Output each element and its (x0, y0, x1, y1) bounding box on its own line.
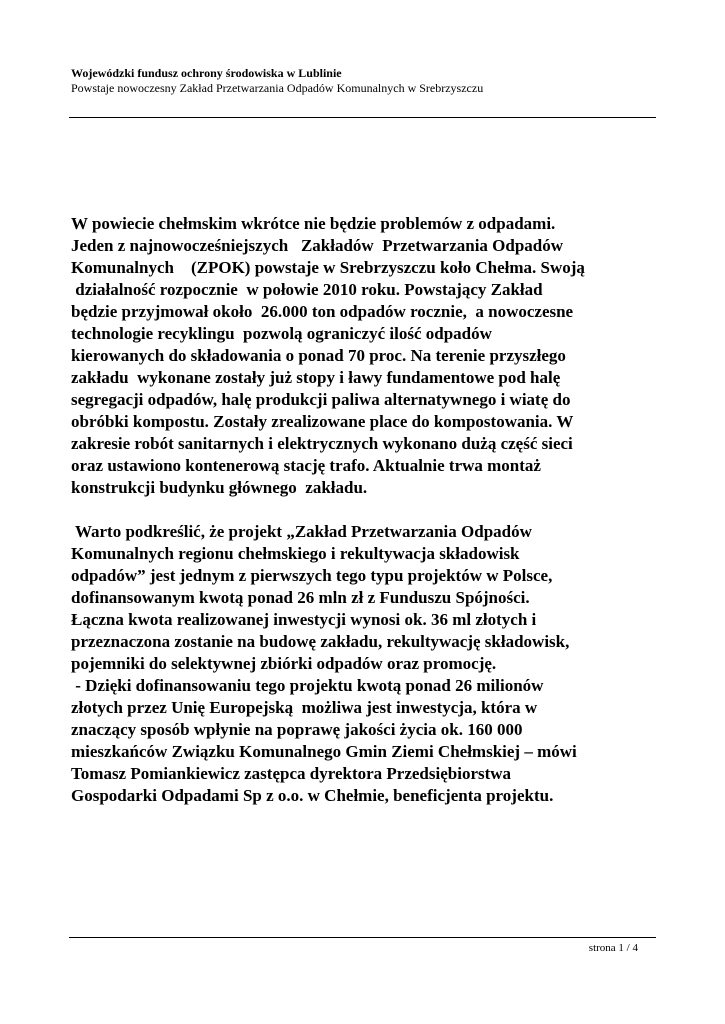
page-header (71, 66, 661, 96)
text-line: złotych przez Unię Europejską możliwa jest inwestycja, która w (71, 698, 538, 717)
text-line: zakresie robót sanitarnych i elektrycznych wykonano dużą część sieci (71, 434, 573, 453)
text-line: odpadów” jest jednym z pierwszych tego typu projektów w Polsce, (71, 566, 553, 585)
header-subtitle: Powstaje nowoczesny Zakład Przetwarzania Odpadów Komunalnych w Srebrzyszczu (71, 81, 484, 95)
text-line: Komunalnych regionu chełmskiego i rekultywacja składowisk (71, 544, 520, 563)
text-line: działalność rozpocznie w połowie 2010 roku. Powstający Zakład (71, 280, 543, 299)
text-line: konstrukcji budynku głównego zakładu. (71, 478, 368, 497)
text-line: pojemniki do selektywnej zbiórki odpadów oraz promocję. (71, 654, 497, 673)
text-line: technologie recyklingu pozwolą ograniczyć ilość odpadów (71, 324, 492, 343)
text-line: Gospodarki Odpadami Sp z o.o. w Chełmie, beneficjenta projektu. (71, 786, 554, 805)
header-divider (69, 117, 656, 118)
text-line: mieszkańców Związku Komunalnego Gmin Ziemi Chełmskiej – mówi (71, 742, 577, 761)
paragraph-2 (71, 521, 661, 807)
header-title: Wojewódzki fundusz ochrony środowiska w Lublinie (71, 66, 342, 80)
text-line: zakładu wykonane zostały już stopy i ławy fundamentowe pod halę (71, 368, 561, 387)
text-line: będzie przyjmował około 26.000 ton odpadów rocznie, a nowoczesne (71, 302, 574, 321)
footer-divider (69, 937, 656, 938)
paragraph-1 (71, 213, 661, 499)
text-line: Tomasz Pomiankiewicz zastępca dyrektora Przedsiębiorstwa (71, 764, 512, 783)
text-line: obróbki kompostu. Zostały zrealizowane place do kompostowania. W (71, 412, 574, 431)
text-line: oraz ustawiono kontenerową stację trafo. Aktualnie trwa montaż (71, 456, 541, 475)
text-line: - Dzięki dofinansowaniu tego projektu kwotą ponad 26 milionów (71, 676, 544, 695)
paragraph-spacer (71, 499, 661, 521)
page-number: strona 1 / 4 (588, 942, 638, 954)
text-line: Komunalnych (ZPOK) powstaje w Srebrzyszczu koło Chełma. Swoją (71, 258, 585, 277)
text-line: przeznaczona zostanie na budowę zakładu, rekultywację składowisk, (71, 632, 570, 651)
text-line: dofinansowanym kwotą ponad 26 mln zł z Funduszu Spójności. (71, 588, 530, 607)
text-line: W powiecie chełmskim wkrótce nie będzie problemów z odpadami. (71, 214, 556, 233)
text-line: znaczący sposób wpłynie na poprawę jakości życia ok. 160 000 (71, 720, 523, 739)
text-line: kierowanych do składowania o ponad 70 proc. Na terenie przyszłego (71, 346, 566, 365)
text-line: Warto podkreślić, że projekt „Zakład Przetwarzania Odpadów (71, 522, 532, 541)
text-line: Łączna kwota realizowanej inwestycji wynosi ok. 36 ml złotych i (71, 610, 537, 629)
article-body (71, 213, 661, 807)
text-line: segregacji odpadów, halę produkcji paliwa alternatywnego i wiatę do (71, 390, 571, 409)
text-line: Jeden z najnowocześniejszych Zakładów Przetwarzania Odpadów (71, 236, 564, 255)
